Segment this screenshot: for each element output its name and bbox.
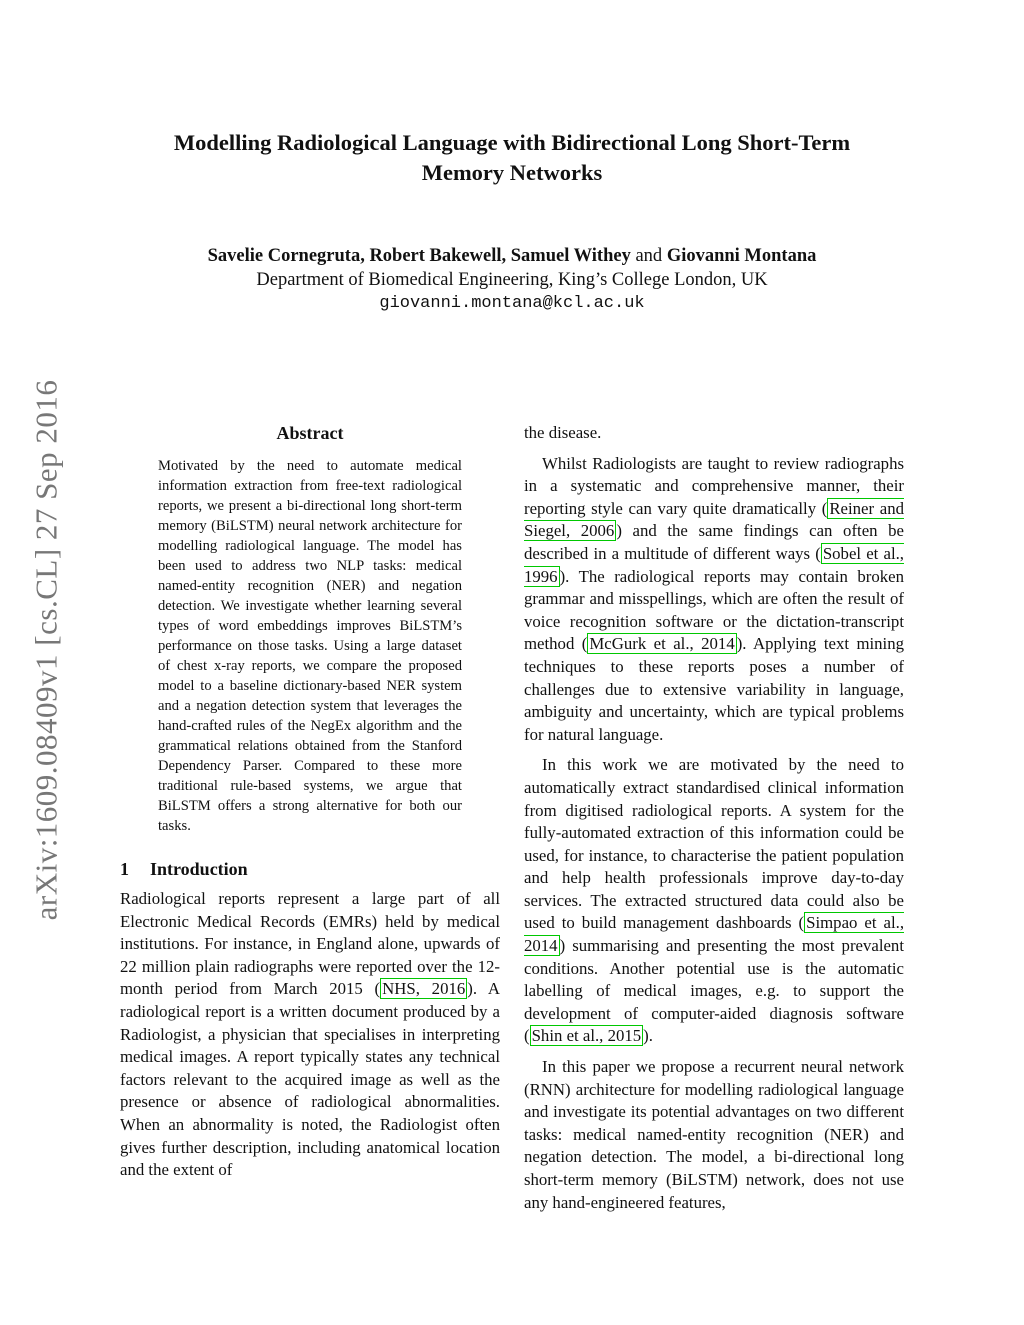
intro-paragraph-4: In this paper we propose a recurrent neural network (RNN) architecture for modelling radiological language and investigate its potential advantages on two different tasks: medical named-entity recognition (NER) and negation detection. The model, a bi-directional long short-term memory (BiLSTM) network, does not use any hand-engineered features, (524, 1057, 904, 1212)
title-line-1: Modelling Radiological Language with Bidirectional Long Short-Term (173, 130, 851, 155)
intro-p2-text-c: ). The radiological reports may contain broken grammar and misspellings, which are often the result of voice recognition software or the dictation-transcript method ( (524, 566, 904, 654)
authors-last: Giovanni Montana (666, 246, 817, 266)
citation-reiner-siegel-2006[interactable]: Reiner and Siegel, 2006 (524, 498, 904, 541)
intro-p3-text-c: ). (643, 1026, 653, 1046)
intro-paragraph-2 (524, 453, 904, 747)
author-block (120, 244, 904, 316)
arxiv-id: arXiv:1609.08409v1 [cs.CL] 27 Sep 2016 (28, 379, 63, 921)
citation-mcgurk-2014[interactable]: McGurk et al., 2014 (589, 634, 735, 654)
citation-sobel-1996[interactable]: Sobel et al., 1996 (524, 543, 905, 586)
left-column (120, 422, 500, 1190)
intro-p2-text-b: ) and the same findings can often be described in a multitude of different ways ( (524, 521, 904, 563)
intro-p2-text-d: ). Applying text mining techniques to these reports poses a number of challenges due to extensive variability in language, ambiguity and uncertainty, which are typical problems for natural language. (524, 634, 904, 744)
authors-main: Savelie Cornegruta, Robert Bakewell, Samuel Withey (207, 246, 631, 266)
section-title: Introduction (150, 859, 248, 879)
intro-p3-text-a: In this work we are motivated by the need to automatically extract standardised clinical information from digitised radiological reports. A system for the fully-automated extraction of this information could be used, for instance, to characterise the patient population and help health professionals improve day-to-day services. The extracted structured data could also be used to build management dashboards ( (524, 755, 904, 933)
intro-p1-text-b: ). A radiological report is a written document produced by a Radiologist, a physician that specialises in interpreting medical images. A report typically states any technical factors relevant to the acquired image as well as the presence or absence of radiological abnormalities. When an abnormality is noted, the Radiologist often gives further description, including anatomical location and the extent of (120, 979, 500, 1180)
author-email: giovanni.montana@kcl.ac.uk (379, 294, 645, 313)
section-number: 1 (120, 859, 129, 879)
affiliation: Department of Biomedical Engineering, King’s College London, UK (256, 270, 768, 290)
right-column (524, 422, 904, 1222)
intro-paragraph-1 (120, 888, 500, 1182)
section-heading-introduction (120, 858, 500, 880)
intro-paragraph-1-continued: the disease. (524, 423, 602, 442)
arxiv-sidebar-stamp (18, 350, 74, 950)
citation-simpao-2014[interactable]: Simpao et al., 2014 (524, 913, 905, 956)
author-names (120, 244, 904, 268)
abstract-text: Motivated by the need to automate medical information extraction from free-text radiological reports, we present a bi-directional long short-term memory (BiLSTM) neural network architecture for modelling radiological language. The model has been used to address two NLP tasks: medical named-entity recognition (NER) and negation detection. We investigate whether learning several types of word embeddings improves BiLSTM’s performance on those tasks. Using a large dataset of chest x-ray reports, we compare the proposed model to a baseline dictionary-based NER system and a negation detection system that leverages the hand-crafted rules of the NegEx algorithm and the grammatical relations obtained from the Stanford Dependency Parser. Compared to these more traditional rule-based systems, we argue that BiLSTM offers a strong alternative for both our tasks. (158, 458, 462, 834)
paper-title (120, 128, 904, 188)
authors-and: and (635, 246, 663, 266)
abstract-heading: Abstract (276, 423, 344, 443)
intro-p2-text-a: Whilst Radiologists are taught to review radiographs in a systematic and comprehensive manner, their reporting style can vary quite dramatically ( (524, 453, 904, 518)
intro-paragraph-3 (524, 754, 904, 1048)
citation-shin-2015[interactable]: Shin et al., 2015 (531, 1026, 642, 1046)
citation-nhs-2016[interactable]: NHS, 2016 (382, 979, 466, 999)
intro-p1-text-a: Radiological reports represent a large part of all Electronic Medical Records (EMRs) held by medical institutions. For instance, in England alone, upwards of 22 million plain radiographs were reported over the 12-month period from March 2015 ( (120, 889, 500, 999)
title-line-2: Memory Networks (421, 160, 603, 185)
intro-p3-text-b: ) summarising and presenting the most prevalent conditions. Another potential use is the automatic labelling of medical images, e.g. to support the development of computer-aided diagnosis software ( (524, 936, 904, 1046)
